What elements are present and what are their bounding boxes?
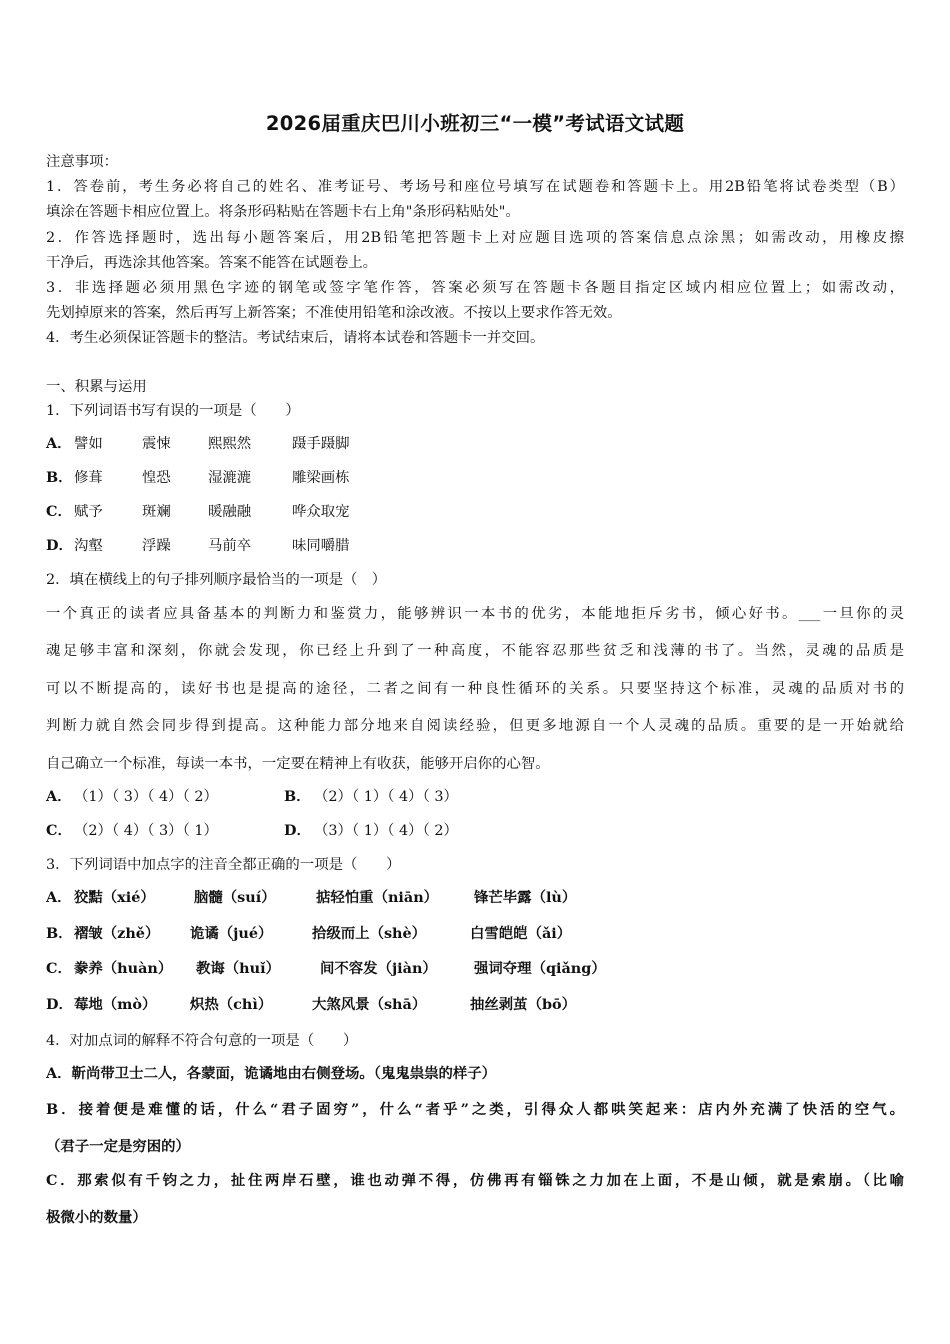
passage-line: 可以不断提高的，读好书也是提高的途径，二者之间有一种良性循环的关系。只要坚持这个标准，灵魂的品质对书的	[46, 681, 904, 697]
option-row-a	[46, 888, 576, 908]
question-stem: 1．下列词语书写有误的一项是（ ）	[46, 403, 300, 419]
option-word: 暖融融	[208, 504, 252, 520]
passage-line: 一个真正的读者应具备基本的判断力和鉴赏力，能够辨识一本书的优劣，本能地拒斥劣书，倾心好书。___一旦你的灵	[46, 606, 904, 622]
option-b: B．接着便是难懂的话，什么“君子固穷”，什么“者乎”之类，引得众人都哄笑起来：店内外充满了快活的空气。	[46, 1101, 904, 1118]
option-a: A．靳尚带卫士二人，各蒙面，诡谲地由右侧登场。（鬼鬼祟祟的样子）	[46, 1065, 497, 1082]
option-c: C．那索似有千钧之力，扯住两岸石壁，谁也动弹不得，仿佛再有锱铢之力加在上面，不是山倾，就是索崩。（比喻	[46, 1172, 904, 1189]
option-word: 熙熙然	[208, 436, 252, 452]
option-word: 锋芒毕露（lù）	[474, 889, 577, 906]
option-row-c	[46, 502, 350, 522]
option-text: （2）（ 1）（ 4）（ 3）	[314, 789, 458, 805]
option-text: （2）（ 4）（ 3）（ 1）	[74, 823, 218, 839]
option-row-ab	[46, 787, 458, 807]
option-word: 褶皱（zhě）	[74, 925, 160, 942]
option-label: B．	[284, 788, 311, 805]
option-word: 雕梁画栋	[292, 470, 350, 486]
option-word: 修葺	[74, 470, 103, 486]
option-word: 赋予	[74, 504, 103, 520]
option-label: C．	[46, 960, 72, 977]
option-word: 拾级而上（shè）	[312, 925, 427, 942]
option-word: 浮躁	[142, 538, 171, 554]
option-word: 抽丝剥茧（bō）	[470, 996, 577, 1013]
notice-line: 填涂在答题卡相应位置上。将条形码粘贴在答题卡右上角"条形码粘贴处"。	[46, 204, 520, 220]
notice-line: 2．作答选择题时，选出每小题答案后，用2B铅笔把答题卡上对应题目选项的答案信息点涂黑；如需改动，用橡皮擦	[46, 230, 904, 246]
question-stem: 2．填在横线上的句子排列顺序最恰当的一项是（ ）	[46, 572, 387, 588]
option-word: 湿漉漉	[208, 470, 252, 486]
notice-line: 4．考生必须保证答题卡的整洁。考试结束后，请将本试卷和答题卡一并交回。	[46, 330, 545, 346]
option-row-d	[46, 536, 350, 556]
notice-heading: 注意事项：	[46, 154, 118, 170]
option-row-cd	[46, 821, 458, 841]
option-word: 蹑手蹑脚	[292, 436, 350, 452]
option-word: 豢养（huàn）	[74, 960, 173, 977]
option-row-b	[46, 468, 350, 488]
option-text: （1）（ 3）（ 4）（ 2）	[74, 789, 218, 805]
option-row-d	[46, 995, 576, 1015]
option-text: （3）（ 1）（ 4）（ 2）	[314, 823, 458, 839]
option-word: 教诲（huǐ）	[196, 960, 280, 977]
passage-line: 判断力就自然会同步得到提高。这种能力部分地来自阅读经验，但更多地源自一个人灵魂的品质。重要的是一开始就给	[46, 718, 904, 734]
option-word: 震悚	[142, 436, 171, 452]
option-word: 马前卒	[208, 538, 252, 554]
option-word: 莓地（mò）	[74, 996, 157, 1013]
question-stem: 3．下列词语中加点字的注音全都正确的一项是（ ）	[46, 857, 401, 873]
option-word: 譬如	[74, 436, 103, 452]
notice-line: 3．非选择题必须用黑色字迹的钢笔或签字笔作答，答案必须写在答题卡各题目指定区域内相应位置上；如需改动，	[46, 280, 904, 296]
option-word: 狡黠（xié）	[74, 889, 155, 906]
option-word: 强词夺理（qiǎng）	[474, 960, 606, 977]
option-word: 味同嚼腊	[292, 538, 350, 554]
option-word: 掂轻怕重（niān）	[316, 889, 439, 906]
option-label: D．	[46, 996, 73, 1013]
passage-line: 自己确立一个标准，每读一本书，一定要在精神上有收获，能够开启你的心智。	[46, 756, 550, 772]
option-label: D．	[284, 822, 311, 839]
option-label: C．	[46, 822, 72, 839]
option-word: 间不容发（jiàn）	[320, 960, 437, 977]
option-label: A．	[46, 889, 72, 906]
option-word: 斑斓	[142, 504, 171, 520]
option-row-a	[46, 434, 350, 454]
option-word: 惶恐	[142, 470, 171, 486]
notice-line: 干净后，再选涂其他答案。答案不能答在试题卷上。	[46, 255, 377, 271]
option-label: D．	[46, 537, 73, 554]
option-label: C．	[46, 503, 72, 520]
option-row-c	[46, 959, 606, 979]
option-label: B．	[46, 925, 73, 942]
option-label: B．	[46, 469, 73, 486]
option-b-note: （君子一定是穷困的）	[46, 1138, 190, 1155]
exam-title: 2026届重庆巴川小班初三“一模”考试语文试题	[265, 112, 685, 135]
option-word: 炽热（chì）	[190, 996, 273, 1013]
question-stem: 4．对加点词的解释不符合句意的一项是（ ）	[46, 1033, 358, 1049]
passage-line: 魂足够丰富和深刻，你就会发现，你已经上升到了一种高度，不能容忍那些贫乏和浅薄的书了。当然，灵魂的品质是	[46, 643, 904, 659]
option-word: 沟壑	[74, 538, 103, 554]
notice-line: 先划掉原来的答案，然后再写上新答案；不准使用铅笔和涂改液。不按以上要求作答无效。	[46, 305, 622, 321]
option-word: 脑髓（suí）	[194, 889, 276, 906]
option-word: 白雪皑皑（ǎi）	[470, 925, 572, 942]
option-row-b	[46, 924, 571, 944]
option-word: 哗众取宠	[292, 504, 350, 520]
option-c-note: 极微小的数量）	[46, 1209, 147, 1226]
option-word: 大煞风景（shā）	[312, 996, 427, 1013]
option-word: 诡谲（jué）	[190, 925, 273, 942]
notice-line: 1．答卷前，考生务必将自己的姓名、准考证号、考场号和座位号填写在试题卷和答题卡上。用2B铅笔将试卷类型（B）	[46, 179, 904, 195]
option-label: A．	[46, 788, 72, 805]
option-label: A．	[46, 435, 72, 452]
section-heading: 一、积累与运用	[46, 379, 147, 395]
